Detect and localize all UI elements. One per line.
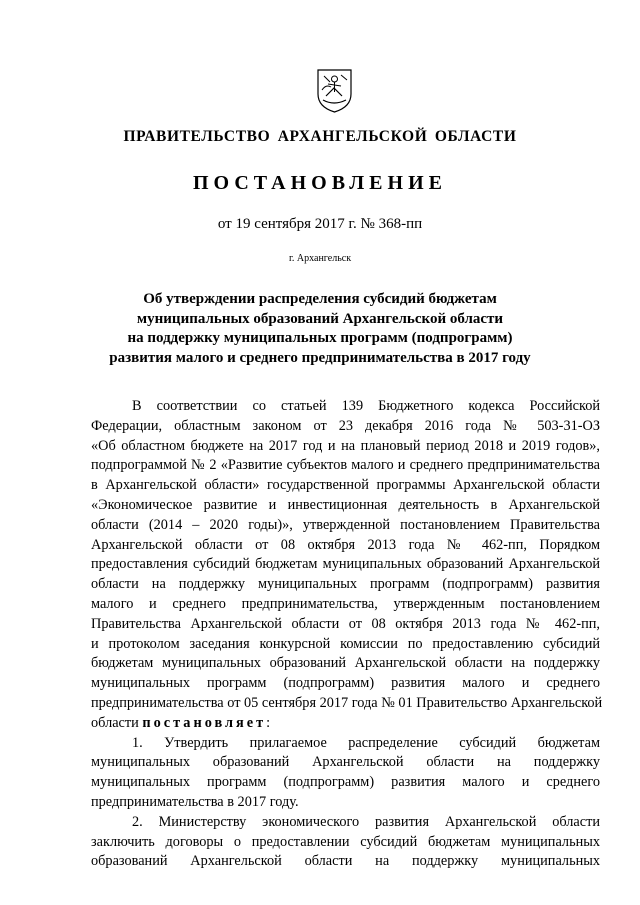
preamble-line: Федерации, областным законом от 23 декабря 2016 года № 503-31-ОЗ	[91, 417, 600, 434]
coat-of-arms-emblem	[316, 66, 353, 113]
title-line: муниципальных образований Архангельской области	[136, 310, 504, 327]
item-1-line: 1. Утвердить прилагаемое распределение субсидий бюджетам	[132, 734, 600, 751]
document-city: г. Архангельск	[288, 253, 352, 264]
preamble-line: предпринимательства от 05 сентября 2017 года № 01 Правительство Архангельской	[91, 694, 603, 711]
preamble-final-suffix: :	[266, 714, 271, 731]
preamble-line: «Экономическое развитие и инвестиционная деятельность в Архангельской	[91, 496, 600, 513]
decree-word: постановляет	[142, 714, 267, 731]
preamble-line: В соответствии со статьей 139 Бюджетного кодекса Российской	[132, 398, 600, 414]
preamble-line: области на поддержку муниципальных программ (подпрограмм) развития	[91, 576, 600, 593]
preamble-final-line	[91, 714, 600, 734]
item-2-line: образований Архангельской области на поддержку муниципальных	[91, 853, 600, 870]
item-1-paragraph	[91, 734, 600, 813]
preamble-line: подпрограммой № 2 «Развитие субъектов малого и среднего предпринимательства	[91, 457, 600, 474]
document-date-number: от 19 сентября 2017 г. № 368-пп	[217, 216, 423, 232]
preamble-line: предоставления субсидий бюджетам муниципальных образований Архангельской	[91, 556, 600, 573]
item-1-line: муниципальных программ (подпрограмм) развития малого и среднего	[91, 774, 600, 791]
document-body	[91, 397, 603, 872]
item-2-line: заключить договоры о предоставлении субсидий бюджетам муниципальных	[91, 833, 600, 850]
title-line: развития малого и среднего предпринимательства в 2017 году	[109, 349, 531, 366]
document-title	[0, 290, 640, 368]
preamble-line: Правительства Архангельской области от 08 октября 2013 года № 462-пп,	[91, 615, 600, 632]
preamble-line: малого и среднего предпринимательства, утвержденным постановлением	[91, 595, 600, 612]
title-line: на поддержку муниципальных программ (подпрограмм)	[127, 330, 513, 346]
preamble-line: муниципальных программ (подпрограмм) развития малого и среднего	[91, 675, 600, 692]
preamble-line: Архангельской области от 08 октября 2013 года № 462-пп, Порядком	[91, 536, 600, 553]
document-type: ПОСТАНОВЛЕНИЕ	[193, 172, 447, 194]
preamble-final-prefix: области	[91, 714, 143, 731]
preamble-line: и протоколом заседания конкурсной комиссии по предоставлению субсидий	[91, 635, 600, 652]
item-1-line: муниципальных образований Архангельской области на поддержку	[91, 754, 600, 771]
preamble-paragraph	[91, 397, 603, 734]
item-1-line: предпринимательства в 2017 году.	[91, 793, 299, 810]
authority-name: ПРАВИТЕЛЬСТВО АРХАНГЕЛЬСКОЙ ОБЛАСТИ	[123, 128, 517, 145]
preamble-line: бюджетам муниципальных образований Архангельской области на поддержку	[91, 655, 600, 672]
item-2-paragraph	[91, 813, 600, 872]
preamble-line: в Архангельской области» государственной программы Архангельской области	[91, 477, 600, 494]
item-2-line: 2. Министерству экономического развития Архангельской области	[132, 813, 600, 830]
title-line: Об утверждении распределения субсидий бюджетам	[143, 291, 497, 307]
preamble-line: области (2014 – 2020 годы)», утвержденной постановлением Правительства	[91, 516, 600, 533]
preamble-line: «Об областном бюджете на 2017 год и на плановый период 2018 и 2019 годов»,	[91, 437, 600, 454]
